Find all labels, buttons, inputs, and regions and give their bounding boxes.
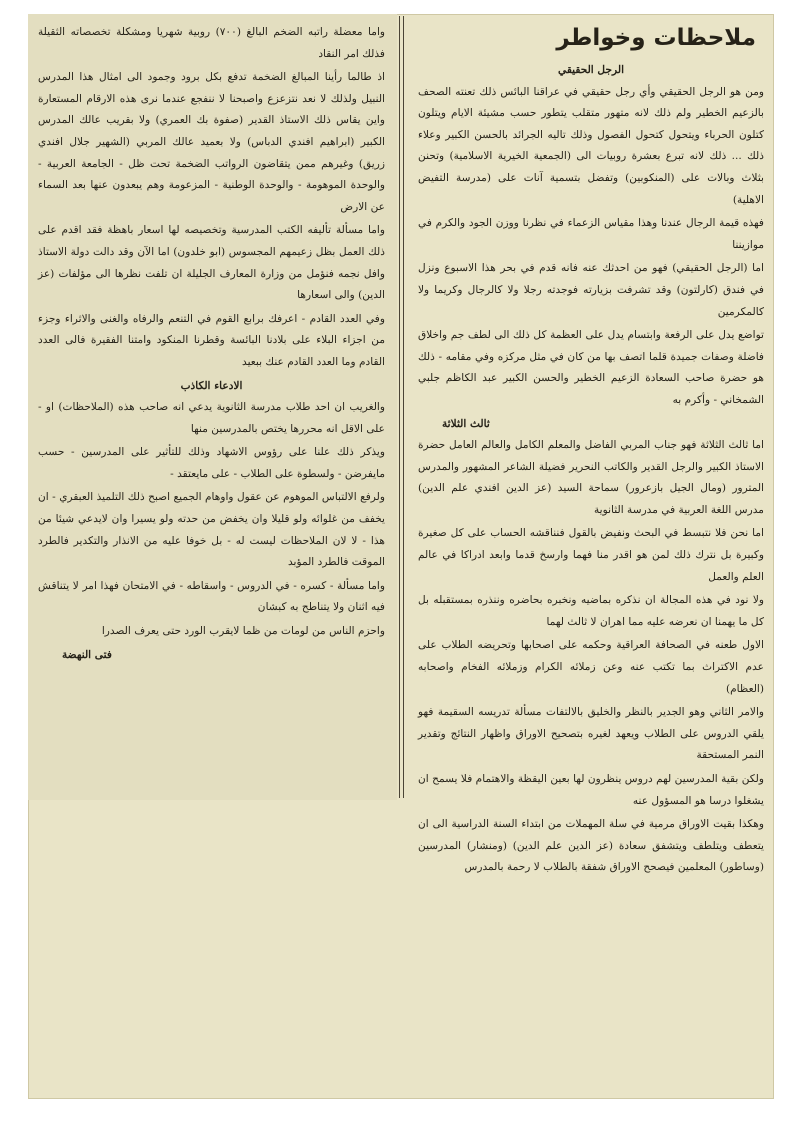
article-paragraph: فهذه قيمة الرجال عندنا وهذا مقياس الزعماء في نظرنا ووزن الجود والكرم في موازيننا: [418, 217, 764, 251]
article-paragraph: واما مسألة تأليفه الكتب المدرسية وتخصيصه لها اسعار باهظة فقد اقدم على ذلك العمل بظل زعيمهم المجسوس (ابو خلدون) اما الآن وقد دالت دولة الاستاذ وافل نجمه فنؤمل من وزارة المعارف الجليلة ان تلفت نظرها الى مؤلفات (عز الدين) والى اسعارها: [38, 224, 385, 302]
article-paragraph: اما نحن فلا نتبسط في البحث ونفيض بالقول فنناقشه الحساب على كل صغيرة وكبيرة بل نترك ذلك لمن هو اقدر منا فهما وارسخ قدما وابعد ادراكا في عالم العلم والعمل: [418, 527, 764, 583]
article-paragraph: اذ طالما رأينا المبالغ الضخمة تدفع بكل برود وجمود الى امثال هذا المدرس النبيل ولذلك لا نعد نتزعزع واصبحنا لا ننفجع عندما نرى هذه الارقام المستعارة واين يقاس ذلك الاستاذ القدير (صفوة بك العمري) ولا بقريب عالك المدرس الكبير (ابراهيم افندي الدباس) ولا بعميد عالك المربي (الشهير جلال افندي زريق) وغيرهم ممن يتقاضون الرواتب الضخمة تحت ظل - الجامعة العربية - والوحدة الموهومة - والوحدة الوطنية - المزعومة وهم يبعدون عنها بعد السماء عن الارض: [38, 71, 385, 213]
section-heading-third-of-three: ثالث الثلاثة: [442, 417, 490, 430]
section-heading-false-claim: الادعاء الكاذب: [180, 379, 243, 392]
article-paragraph: واما مسألة - كسره - في الدروس - واسقاطه - في الامتحان فهذا امر لا يتناقش فيه اثنان ولا يتناطح به كبشان: [38, 579, 385, 614]
article-paragraph: تواضع يدل على الرفعة وابتسام يدل على العظمة كل ذلك الى لطف جم واخلاق فاضلة وصفات جميدة قلما اتصف بها من كان في مثل مركزه وفي مقامه - ذلك هو حضرة صاحب السعادة الزعيم الخطير والحسن الكبير عبد الكاظم جلبي الشمخاني - وأكرم به: [418, 329, 764, 406]
article-paragraph: ولكن بقية المدرسين لهم دروس ينظرون لها بعين اليقظة والاهتمام فلا يسمح ان يشغلوا درسا هو المسؤول عنه: [418, 773, 764, 807]
article-paragraph: والامر الثاني وهو الجدير بالنظر والخليق بالالتفات مسألة تدريسه السقيمة فهو يلقي الدروس على الطلاب ويعهد لغيره بتصحيح الاوراق واظهار النتائج وتقدير النمر المستحقة: [418, 706, 764, 762]
right-column: [410, 14, 774, 1099]
page-title: ملاحظات وخواطر: [556, 25, 756, 51]
article-paragraph: الاول طعنه في الصحافة العراقية وحكمه على اصحابها وتحريضه الطلاب على عدم الاكتراث بما تكتب عنه وعن زملائه الكرام وزملائه الفخام واصحابه (العظام): [418, 639, 764, 695]
article-paragraph: وهكذا بقيت الاوراق مرمية في سلة المهملات من ابتداء السنة الدراسية الى ان يتعطف ويتلطف ويتشفق سعادة (عز الدين علم الدين) (ومنشار) المدرسين (وساطور) المعلمين فيصحح الاوراق شفقة بالطلاب لا رحمة بالمدرس: [418, 818, 764, 874]
newspaper-page: [28, 14, 774, 1099]
article-paragraph: اما (الرجل الحقيقي) فهو من احدثك عنه فانه قدم في بحر هذا الاسبوع ونزل في فندق (كارلتون) وقد تشرفت بزيارته فوجدته رجلا ولا كالرجال وكريما ولا كالمكرمين: [418, 262, 764, 318]
section-heading-real-man: الرجل الحقيقي: [557, 64, 625, 76]
article-paragraph: ولرفع الالتباس الموهوم عن عقول واوهام الجميع اصبح ذلك التلميذ العبقري - ان يخفف من غلوائه ولو قليلا وان يخفض من حدته ولو يسيرا وان لايدعي شيئا من هذا - لا لان الملاحظات ليست له - بل خوفا عليه من الانذار والتكدير فالطرد الموقت فالطرد المؤبد: [38, 491, 385, 569]
article-paragraph: ولا نود في هذه المجالة ان نذكره بماضيه ونخبره بحاضره وننذره بمستقبله بل كل ما يهمنا ان نعرضه عليه مما اهران لا ثالث لهما: [418, 594, 764, 628]
article-paragraph: وفي العدد القادم - اعرفك برابع القوم في التنعم والرفاه والغنى والاثراء وجزء من اجزاء البلاء على بلادنا البائسة وقطرنا المنكود وامتنا الفقيرة فالى العدد القادم وما العدد القادم عنك ببعيد: [38, 312, 385, 368]
article-paragraph: اما ثالث الثلاثة فهو جناب المربي الفاضل والمعلم الكامل والعالم العامل حضرة الاستاذ الكبير والرجل القدير والكاتب النحرير فضيلة الشاعر المشهور والمدرس المترور (ومال الجيل بازعرور) سماحة السيد (عز الدين افندي علم الدين) مدرس اللغة العربية في مدرسة الثانوية: [418, 439, 764, 516]
article-paragraph: ويذكر ذلك علنا على رؤوس الاشهاد وذلك للتأثير على المدرسين - حسب مايفرضن - ولسطوة على الطلاب - على مايعتقد -: [38, 446, 385, 480]
left-column: [28, 14, 397, 800]
author-signature: فتى النهضة: [62, 648, 112, 661]
article-paragraph: ومن هو الرجل الحقيقي وأي رجل حقيقي في عراقنا البائس ذلك تعنته الصحف بالزعيم الخطير ولم ذلك لانه متهور متقلب يتطور حسب مشيئة الايام ويتلون كتلون الحرباء ويتحول كتحول الفصول وذلك تاليه الجرائد بالحسن الكبير وعلاء ذلك ... ذلك لانه تبرع بعشرة روبيات الى (الجمعية الخيرية الاسلامية) وتحنن بثلاث وبالات على (المنكوبين) وتفضل بتسمية آنات على (مدرسة التفيض الاهلية): [418, 85, 764, 206]
article-paragraph: واحزم الناس من لومات من ظما لايقرب الورد حتى يعرف الصدرا: [101, 625, 385, 638]
article-paragraph: واما معضلة راتبه الضخم البالغ (٧٠٠) روبية شهريا ومشكلة تخصصاته الثقيلة فذلك امر النقاد: [38, 26, 386, 60]
article-paragraph: والغريب ان احد طلاب مدرسة الثانوية يدعي انه صاحب هذه (الملاحظات) او - على الاقل انه محررها يختص بالمدرسين منها: [38, 401, 385, 435]
